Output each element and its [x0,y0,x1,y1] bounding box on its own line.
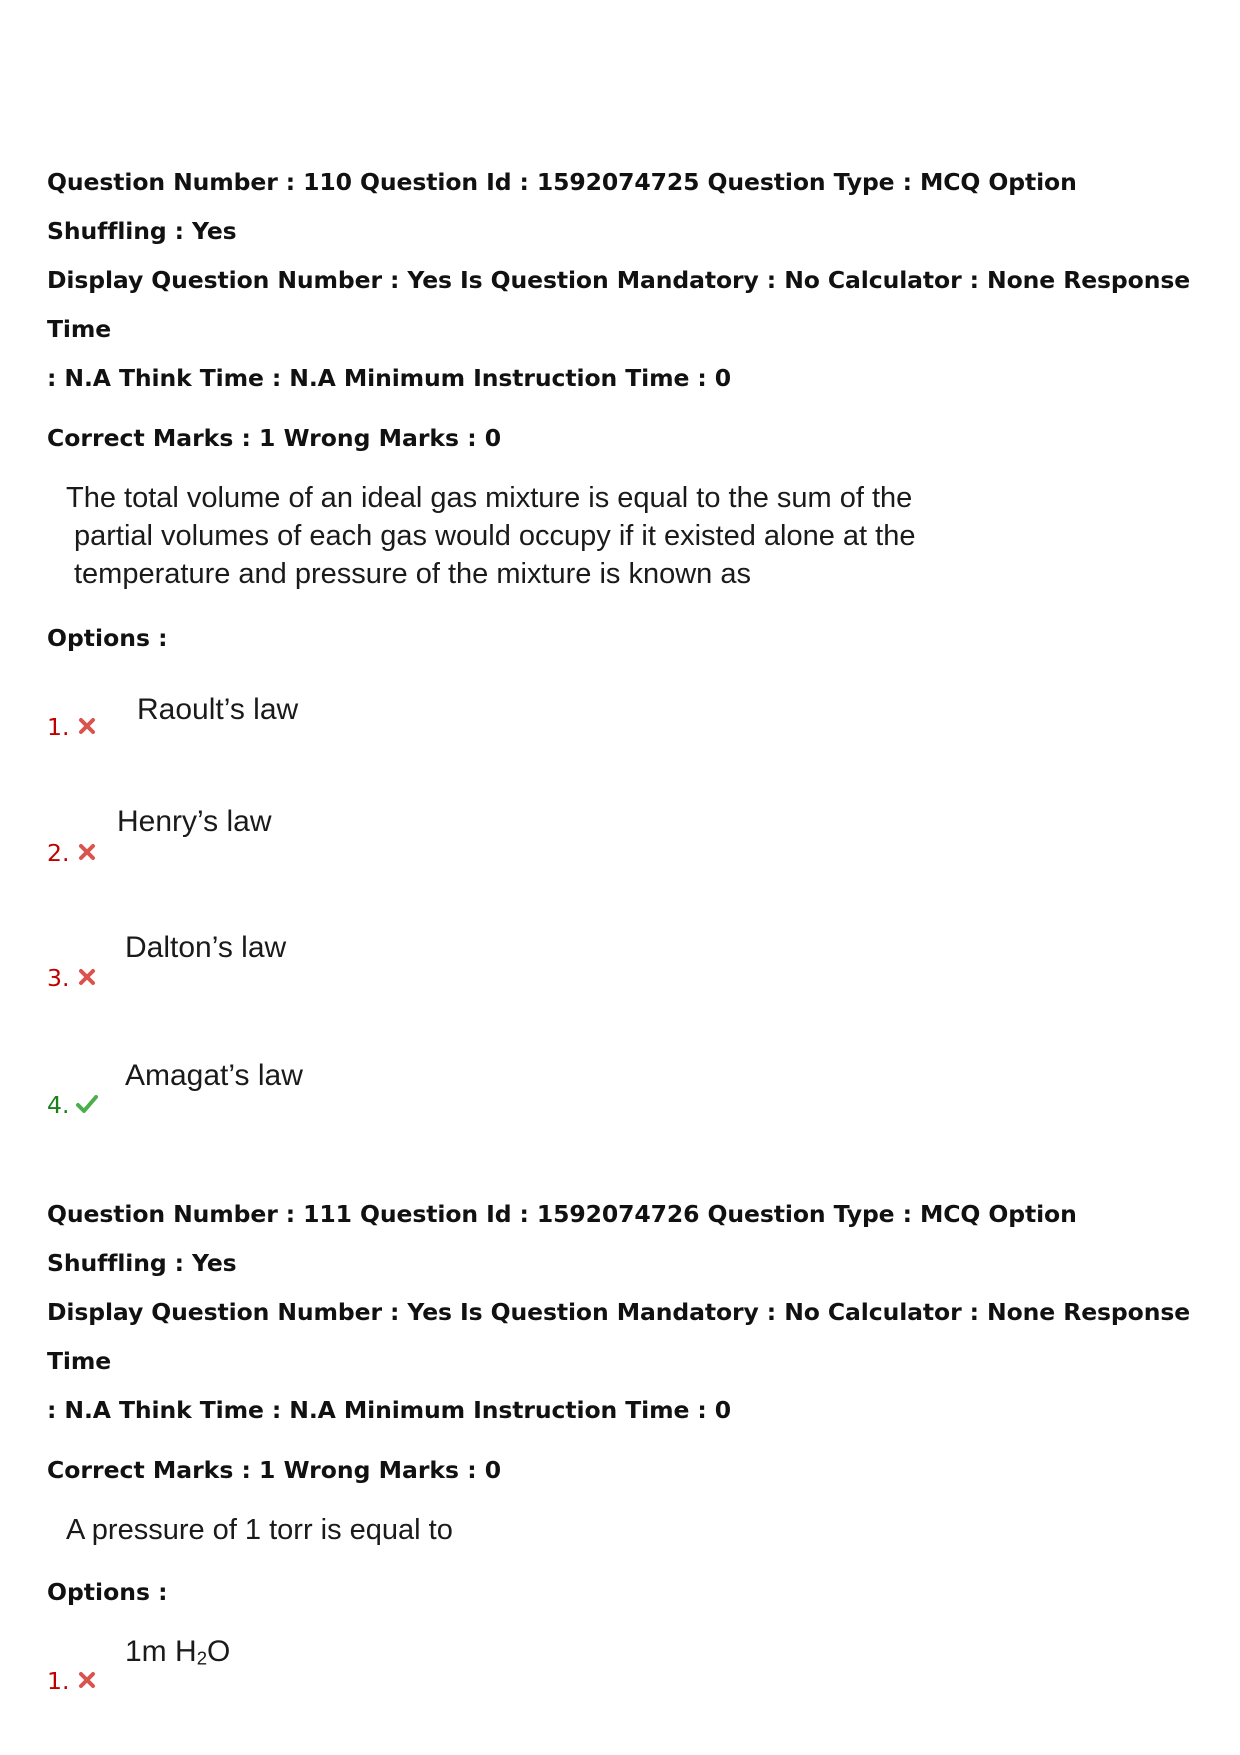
option-text-main: 1m H [125,1635,197,1668]
question-text-line: partial volumes of each gas would occupy if it existed alone at the [74,520,916,552]
question-text-line: A pressure of 1 torr is equal to [66,1514,453,1546]
meta-line-2: Display Question Number : Yes Is Question Mandatory : No Calculator : None Response Time [47,266,1191,343]
option-text: Amagat’s law [125,1059,303,1092]
option-3 [47,931,647,1004]
meta-line-3: : N.A Think Time : N.A Minimum Instruction Time : 0 [47,1396,732,1424]
question-text [66,479,1197,593]
question-marks: Correct Marks : 1 Wrong Marks : 0 [47,1456,502,1484]
options-label: Options : [47,1578,168,1606]
option-2 [47,805,647,879]
meta-line-1: Question Number : 110 Question Id : 1592074725 Question Type : MCQ Option Shuffling : Yes [47,168,1077,245]
meta-line-2: Display Question Number : Yes Is Question Mandatory : No Calculator : None Response Time [47,1298,1191,1375]
option-text-tail: O [207,1635,231,1668]
check-icon [75,1093,99,1115]
cross-icon [77,1670,97,1690]
question-110 [47,158,1197,1213]
options-label: Options : [47,624,168,652]
option-number: 1. [47,713,70,741]
option-text-subscript: 2 [196,1647,208,1669]
meta-line-3: : N.A Think Time : N.A Minimum Instruction Time : 0 [47,364,732,392]
cross-icon [77,716,97,736]
option-text: Dalton’s law [125,931,287,964]
question-text-line: The total volume of an ideal gas mixture is equal to the sum of the [66,482,913,514]
option-4 [47,1059,647,1131]
option-text [125,1635,230,1670]
option-number: 3. [47,964,70,992]
option-number: 1. [47,1667,70,1695]
question-meta [47,158,1197,403]
question-meta [47,1190,1197,1435]
option-1 [47,693,647,753]
option-text: Raoult’s law [137,693,299,726]
question-111 [47,1190,1197,1727]
option-1 [47,1635,647,1707]
options-list [47,1607,1197,1727]
cross-icon [77,842,97,862]
option-number: 4. [47,1091,70,1119]
meta-line-1: Question Number : 111 Question Id : 1592074726 Question Type : MCQ Option Shuffling : Yes [47,1200,1077,1277]
question-text-line: temperature and pressure of the mixture is known as [74,558,751,590]
question-marks: Correct Marks : 1 Wrong Marks : 0 [47,424,502,452]
options-list [47,653,1197,1213]
option-text: Henry’s law [117,805,272,838]
question-text [66,1511,1197,1549]
cross-icon [77,967,97,987]
option-number: 2. [47,839,70,867]
